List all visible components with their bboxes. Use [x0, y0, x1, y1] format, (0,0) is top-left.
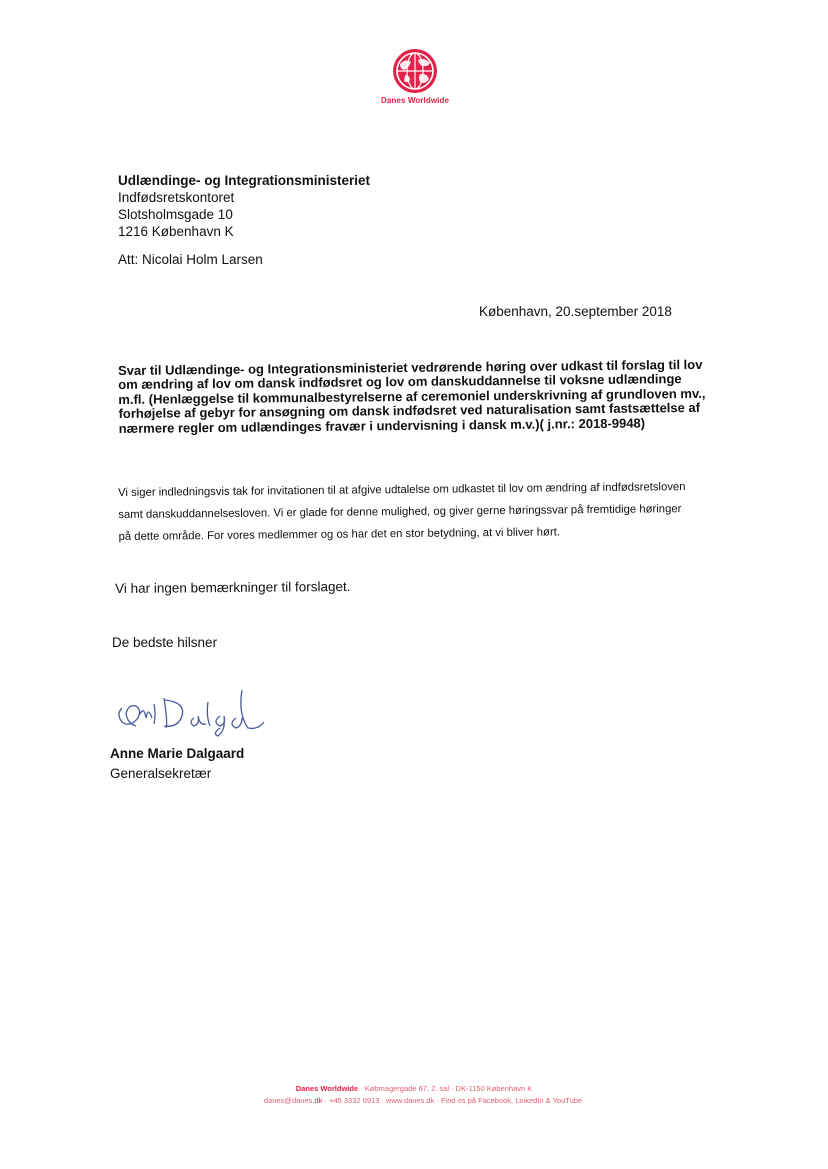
- recipient-street: Slotsholmsgade 10: [118, 207, 233, 222]
- footer-contact: · +45 3332 0913 · www.danes.dk · Find os på Facebook, LinkedIn & YouTube: [322, 1096, 583, 1105]
- footer-brand: Danes Worldwide: [295, 1084, 359, 1093]
- footer-email-suffix: .dk: [312, 1096, 323, 1105]
- attention-line: Att: Nicolai Holm Larsen: [118, 252, 263, 267]
- letter-remark: Vi har ingen bemærkninger til forslaget.: [115, 578, 351, 596]
- handwritten-signature: [108, 684, 288, 740]
- date-line: København, 20.september 2018: [479, 304, 672, 319]
- logo-text: Danes Worldwide: [380, 96, 450, 105]
- footer-address: · Købmagergade 67, 2. sal · DK-1150 København K: [358, 1084, 533, 1093]
- globe-icon: [392, 48, 438, 94]
- signer-name: Anne Marie Dalgaard: [110, 746, 245, 761]
- footer-email-prefix: danes@danes: [263, 1096, 313, 1105]
- letter-body-paragraph: Vi siger indledningsvis tak for invitationen til at afgive udtalelse om udkastet til lov om ændring af indfødsretsloven samt danskuddannelsesloven. Vi er glade for denne mulighed, og giver gerne høringssvar på fremtidige høringer på dette område. For vores medlemmer og os har det en stor betydning, at vi bliver hørt.: [118, 481, 686, 543]
- letter-closing: De bedste hilsner: [112, 635, 218, 650]
- recipient-organization: Udlændinge- og Integrationsministeriet: [118, 173, 371, 188]
- letter-footer: [0, 1083, 828, 1107]
- danes-worldwide-logo: [360, 48, 470, 105]
- letter-subject: Svar til Udlændinge- og Integrationsministeriet vedrørende høring over udkast til forslag til lov om ændring af lov om dansk indfødsret og lov om danskuddannelse til voksne udlændinge m.fl. (Henlæggelse til kommunalbestyrelserne af ceremoniel underskrivning af grundloven mv., forhøjelse af gebyr for ansøgning om dansk indfødsret ved naturalisation samt fastsættelse af nærmere regler om udlændinges fravær i undervisning i dansk m.v.)( j.nr.: 2018-9948): [117, 356, 706, 436]
- footer-line-1: [0, 1083, 828, 1095]
- signer-title: Generalsekretær: [110, 766, 212, 781]
- recipient-department: Indfødsretskontoret: [118, 190, 235, 205]
- footer-line-2: [18, 1095, 828, 1107]
- recipient-city: 1216 København K: [118, 224, 234, 239]
- recipient-address: [118, 172, 370, 240]
